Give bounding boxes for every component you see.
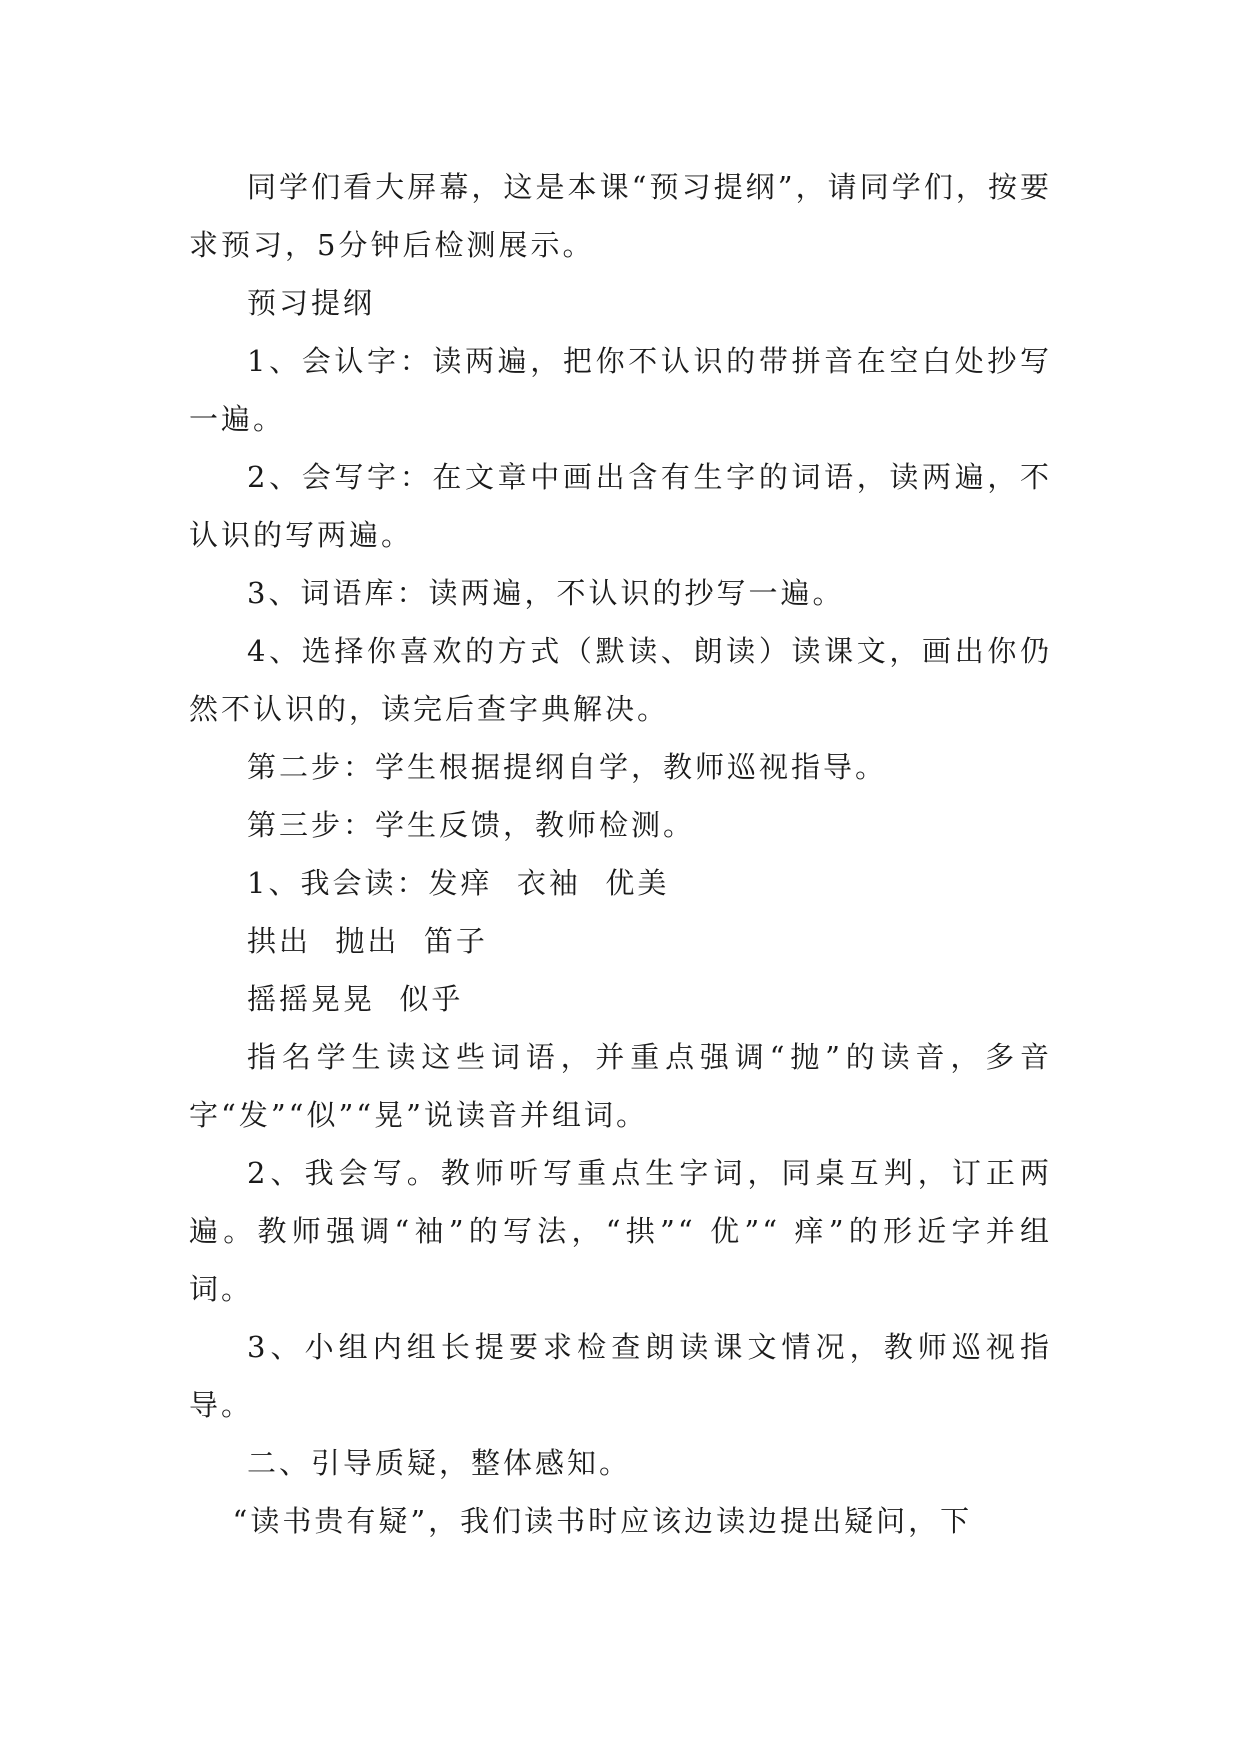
paragraph-step-3: 第三步：学生反馈，教师检测。 bbox=[247, 808, 696, 842]
paragraph-outline-title: 预习提纲 bbox=[247, 286, 376, 320]
paragraph-outline-item-3: 3、词语库：读两遍，不认识的抄写一遍。 bbox=[247, 576, 845, 610]
paragraph-section-2-heading: 二、引导质疑，整体感知。 bbox=[247, 1446, 632, 1480]
paragraph-read-words-1: 1、我会读：发痒 衣袖 优美 bbox=[247, 866, 670, 900]
paragraph-step-2: 第二步：学生根据提纲自学，教师巡视指导。 bbox=[247, 750, 888, 784]
paragraph-outline-item-1: 1、会认字：读两遍，把你不认识的带拼音在空白处抄写一遍。 bbox=[189, 344, 1052, 436]
paragraph-read-words-3: 摇摇晃晃 似乎 bbox=[247, 982, 464, 1016]
paragraph-intro: 同学们看大屏幕，这是本课“预习提纲”，请同学们，按要求预习，5分钟后检测展示。 bbox=[189, 170, 1052, 262]
paragraph-write-instruction: 2、我会写。教师听写重点生字词，同桌互判，订正两遍。教师强调“袖”的写法，“拱”“ 优”“ 痒”的形近字并组词。 bbox=[189, 1156, 1052, 1306]
paragraph-read-instruction: 指名学生读这些词语，并重点强调“抛”的读音，多音字“发”“似”“晃”说读音并组词。 bbox=[189, 1040, 1052, 1132]
document-body bbox=[189, 158, 1052, 1550]
paragraph-read-words-2: 拱出 抛出 笛子 bbox=[247, 924, 488, 958]
paragraph-outline-item-4: 4、选择你喜欢的方式（默读、朗读）读课文，画出你仍然不认识的，读完后查字典解决。 bbox=[189, 634, 1052, 726]
paragraph-group-reading: 3、小组内组长提要求检查朗读课文情况，教师巡视指导。 bbox=[189, 1330, 1052, 1422]
paragraph-question-intro: “读书贵有疑”，我们读书时应该边读边提出疑问，下 bbox=[232, 1504, 973, 1538]
paragraph-outline-item-2: 2、会写字：在文章中画出含有生字的词语，读两遍，不认识的写两遍。 bbox=[189, 460, 1052, 552]
